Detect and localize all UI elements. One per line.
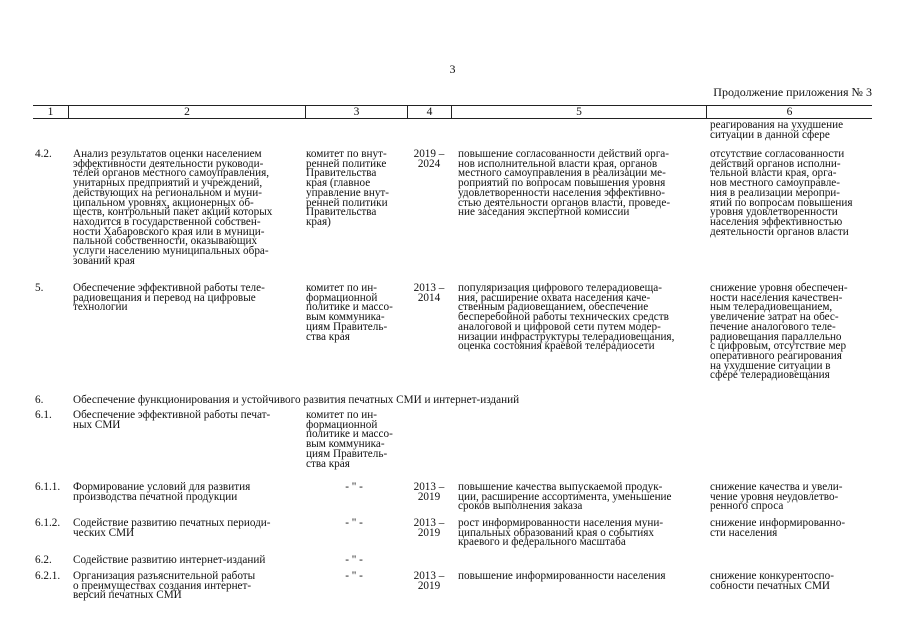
- header-col-5: 5: [576, 106, 582, 118]
- cell-activity: Обеспечение эффективной работы теле- радиовещания и перевод на цифровые технологии: [73, 282, 265, 314]
- cell-activity: Организация разъяснительной работы о преимуществах создания интернет- версий печатных СМИ: [73, 570, 256, 602]
- cell-activity: Обеспечение эффективной работы печат- ных СМИ: [73, 409, 271, 431]
- table-header: [33, 105, 872, 119]
- cell-number: 6.2.1.: [35, 570, 61, 582]
- cell-activity: Содействие развитию печатных периоди- ческих СМИ: [73, 517, 271, 539]
- cell-period: 2013 – 2014: [413, 282, 445, 304]
- header-col-2: 2: [184, 106, 190, 118]
- cell-number: 6.2.: [35, 554, 52, 566]
- cell-result: популяризация цифрового телерадиовеща- ния, расширение охвата населения каче- ственным радиовещанием, обеспечение бесперебойной работы технических средств аналоговой и цифровой сети путем модер- низации инфраструктуры телерадиовещания, оценка состояния краевой телерадиосети: [458, 282, 675, 353]
- cell-executor: комитет по внут- ренней политике Правительства края (главное управление внут- ренней политики Правительства края): [306, 148, 390, 228]
- cell-result: повышение согласованности действий орга- нов исполнительной власти края, органов местного самоуправления в реализации ме- роприятий по вопросам повышения уровня удовлетворенности населения эффективно- стью деятельности органов власти, проведе- ние заседания экспертной комиссии: [458, 148, 671, 219]
- cell-consequence: снижение уровня обеспечен- ности населения качествен- ным телерадиовещанием, увеличение затрат на обес- печение аналогового теле- радиовещания параллельно с цифровым, отсутствие мер оперативного реагирования на ухудшение ситуации в сфере телерадиовещания: [710, 282, 848, 382]
- cell-number: 6.1.2.: [35, 517, 61, 529]
- cell-consequence: снижение информированно- сти населения: [710, 517, 846, 539]
- cell-period: 2019 – 2024: [413, 148, 445, 170]
- cell-number: 4.2.: [35, 148, 52, 160]
- cell-executor: - " -: [345, 481, 363, 493]
- cell-number: 6.1.1.: [35, 481, 61, 493]
- cell-number: 5.: [35, 282, 44, 294]
- header-col-4: 4: [426, 106, 433, 118]
- cell-executor: комитет по ин- формационной политике и массо- вым коммуника- циям Правитель- ства края: [306, 409, 393, 470]
- cell-activity: Обеспечение функционирования и устойчивого развития печатных СМИ и интернет-изданий: [73, 394, 520, 406]
- cell-number: 6.1.: [35, 409, 52, 421]
- cell-number: 6.: [35, 394, 44, 406]
- cell-consequence: отсутствие согласованности действий органов исполни- тельной власти края, орга- нов местного самоуправле- ния в реализации меропри- ятий по вопросам повышения уровня удовлетворенности населения эффективностью деятельности органов власти: [710, 148, 853, 238]
- cell-executor: - " -: [345, 517, 363, 529]
- cell-executor: - " -: [345, 570, 363, 582]
- header-col-6: 6: [786, 106, 793, 118]
- cell-activity: Анализ результатов оценки населением эффективности деятельности руководи- телей органов местного самоуправления, унитарных предприятий и учреждений, действующих на региональном и муни- ципальном уровнях, акционерных об- ществ, контрольный пакет акций которых находится в государственной собствен- ности Хабаровского края или в муници- пальной собственности, оказывающих услуги населению муниципальных обра- зований края: [73, 148, 273, 267]
- cell-period: 2013 – 2019: [413, 481, 445, 503]
- cell-consequence: реагирования на ухудшение ситуации в данной сфере: [710, 119, 844, 141]
- cell-executor: комитет по ин- формационной политике и массо- вым коммуника- циям Правитель- ства края: [306, 282, 393, 343]
- cell-executor: - " -: [345, 554, 363, 566]
- header-col-1: 1: [47, 106, 54, 118]
- continuation-label: Продолжение приложения № 3: [713, 85, 872, 99]
- cell-consequence: снижение качества и увели- чение уровня неудовлетво- ренного спроса: [710, 481, 843, 513]
- page-number: 3: [449, 62, 456, 76]
- cell-activity: Содействие развитию интернет-изданий: [73, 554, 266, 566]
- header-col-3: 3: [353, 106, 360, 118]
- cell-result: повышение качества выпускаемой продук- ции, расширение ассортимента, уменьшение сроков выполнения заказа: [458, 481, 672, 513]
- cell-period: 2013 – 2019: [413, 517, 445, 539]
- cell-result: рост информированности населения муни- ципальных образований края о событиях краевого и федерального масштаба: [458, 517, 664, 549]
- cell-activity: Формирование условий для развития производства печатной продукции: [73, 481, 251, 503]
- cell-consequence: снижение конкурентоспо- собности печатных СМИ: [710, 570, 834, 592]
- cell-result: повышение информированности населения: [458, 570, 666, 582]
- cell-period: 2013 – 2019: [413, 570, 445, 592]
